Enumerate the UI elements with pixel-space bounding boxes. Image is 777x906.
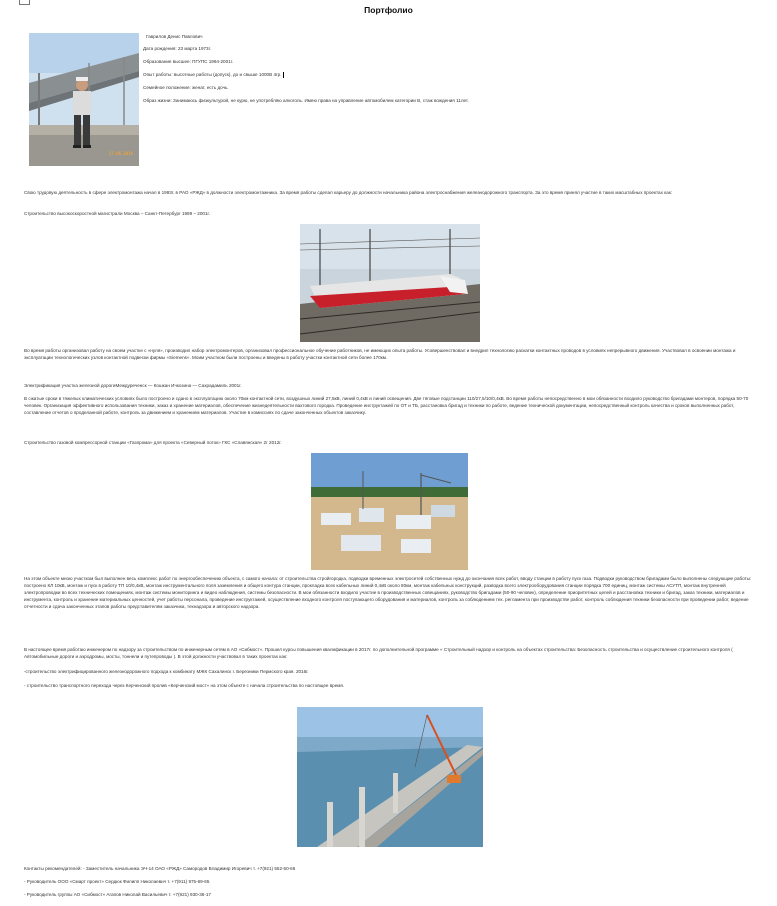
contacts-line-1: Контакты рекомендателей: - Заместитель начальника ЭЧ-14 ОАО «РЖД» Самородов Владимир Игоревич т. +7(921) 552-50-66 [24, 866, 296, 871]
current-position: В настоящее время работаю инженером по надзору за строительством по инженерным сетям в АО «Сибмост». Прошел курсы повышения квалификации в 2017г. по дополнительной программе « Строительный надзор и контроль на объектах строительства: Безопасность строительства и осуществление строительного контроля ( Автомобильные дороги и аэродромы, мосты, тоннели и путепроводы ). В этой должности участвовал в таких проектах как: [24, 647, 733, 659]
current-project-1: -строительство электрифицированного железнодорожного подхода к комбинату МЖК Сахалинск г. Березники Пермского края. 2016г. [24, 669, 309, 674]
bridge-photo [297, 707, 483, 847]
contacts-line-2: - Руководитель ООО «Смарт проект» Сердюк Филипп Николаевич т. +7(911) 975-69-65 [24, 879, 210, 884]
photo-date-stamp: 17.06.2016 [108, 151, 133, 156]
bio-family: Семейное положение: женат, есть дочь. [143, 85, 229, 90]
project-1-description: Во время работы организовал работу на своем участке с «нуля», производил набор электромонтеров, организовал профессиональное обучение работников, не имеющих опыта работы. Усовершенствовал и внедрил технологию раскатки контактных проводов в условиях непрерывного движения. Участвовал в освоении монтажа и эксплуатации технологических узлов контактной подвески фирмы «Siemens». Моим участком были построены и введены в работу участки контактной сети более 170км. [24, 348, 736, 360]
bio-lifestyle: Образ жизни: Занимаюсь физкультурой, не курю, не употребляю алкоголь. Имею права на управление автомобилем категории В, стаж вождения 11лет. [143, 98, 469, 103]
contacts-line-3: - Руководитель группы АО «Сибмост» Агапов Николай Васильевич т. +7(921) 930-36-17 [24, 892, 211, 897]
bio-experience [143, 72, 284, 78]
portrait-photo [29, 33, 139, 166]
current-project-2: - строительство транспортного перехода через Керченский пролив «Керченский мост» на этом объекте с начала строительства по настоящее время. [24, 683, 345, 688]
project-2-description: В сжатые сроки в тяжелых климатических условиях было построено и сдано в эксплуатацию около 70км контактной сети, воздушных линий 27,5кВ, линий 0,4кВ и линий освещения. Две тяговые подстанции 110/27,5/10/0,4кВ. Во время работы непосредственно в мои обязанности входило руководство бригадами монтеров, порядка 50-70 человек. Организация эффективного использования техники, заказ и хранение материалов, обеспечение жизнедеятельности вахтового городка. Проведение инструктажей по ОТ и ТБ, расстановка бригад и техники по работе, ведение технической документации, непосредственный контроль качества и сроков выполненных работ, составление отчетов о проделанной работе, контроль за движением и хранением материалов. Участие в комиссиях по сдаче законченных объектов заказчику. [24, 396, 749, 415]
project-3-title: Строительство газовой компрессорной станции «Газпрома» для проекта «Северный поток» ГКС «Славянская» 2г 2012г. [24, 440, 282, 445]
bio-experience-text: Опыт работы: высотные работы (допуск), до и свыше 1000В 4гр. [143, 72, 282, 78]
career-intro: Свою трудовую деятельность в сфере электромонтажа начал в 1993г. в РАО «РЖД» в должности электромонтажника. За время работы сделал карьеру до должности начальника района электроснабжения железнодорожного транспорта. За это время принял участие в таких масштабных проектах как: [24, 190, 673, 195]
page-title: Портфолио [364, 5, 413, 15]
bio-birth: Дата рождения: 23 марта 1973г. [143, 46, 212, 51]
project-1-title: Строительство высокоскоростной магистрали Москва – Санкт-Петербург 1999 – 2001г. [24, 211, 210, 216]
project-3-description: На этом объекте мною участком был выполнен весь комплекс работ по энергообеспечению объекта, с самого начала: от строительства стройгородка, подводки временных электросетей собственных нужд до окончания всех работ, вводу станции в работу пуск газа. Подводки руководством бригадами было выполнены следующие работы: построено КЛ 10кВ, монтаж и пуск в работу ТП 10/0,4кВ, монтаж инструментального поля заземления и общего контура станции, прокладка всех кабельных линий 0,4кВ около 80км, монтаж кабельных конструкций, разводка всего электрооборудования станции порядка 700 единиц, монтаж системы АСУТП, монтаж внутренней электропроводки во всех технических помещениях, монтаж системы мониторинга и видео наблюдения, системы безопасности. В мои обязанности входило участие в производственных совещаниях, руководство бригадами (50-90 человек), определение приоритетных целей и расстановка техники и бригад, заказ техники, материалов и инструмента, контроль и хранение материальных ценностей, учет работы персонала, проведение инструктажей, осуществление входного контроля поступающего оборудования и материалов, контроль за соблюдением тех. регламента при производстве работ, контроль соблюдения техники безопасности при проведении работ, ведение отчетности и сдача законченных этапов работы представителям заказчика, технадзора и авторского надзора. [24, 576, 752, 609]
bio-education: Образование высшее: ПГУПС 1994-2001г. [143, 59, 234, 64]
bio-name: Гаврилов Денис Павлович [146, 34, 203, 39]
project-2-title: Электрификация участка железной дорогиМеждуреченск — Кошкан Ичкозина — Сахрадамиль 2001г. [24, 383, 242, 388]
train-photo [300, 224, 480, 342]
construction-site-photo [311, 453, 468, 570]
text-cursor [283, 72, 284, 78]
